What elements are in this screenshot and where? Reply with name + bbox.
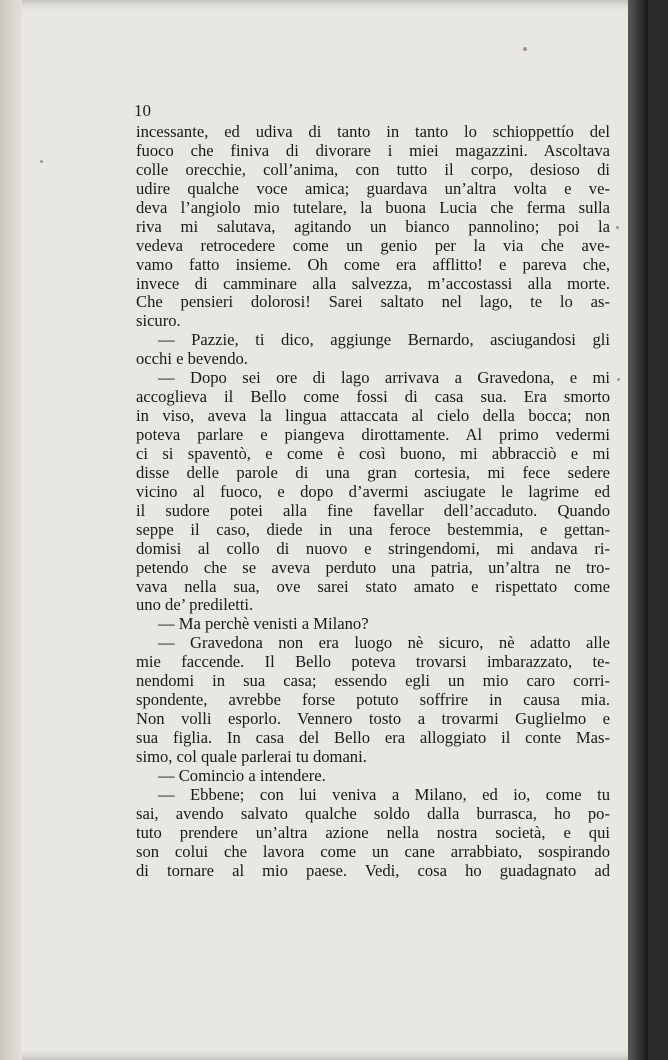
text-line: vedeva retrocedere come un genio per la via che ave- [136,235,610,255]
text-line: — Pazzie, ti dico, aggiunge Bernardo, asciugandosi gli [158,330,610,350]
text-line: fuoco che finiva di divorare i miei magazzini. Ascoltava [136,140,610,160]
text-line: Non volli esporlo. Vennero tosto a trovarmi Guglielmo e [136,709,610,729]
text-line: spondente, avrebbe forse potuto soffrire in causa mia. [136,690,610,710]
text-line: mie faccende. Il Bello poteva trovarsi imbarazzato, te- [136,652,610,672]
text-line: poteva parlare e piangeva dirottamente. Al primo vedermi [136,425,610,444]
text-line: occhi e bevendo. [136,349,248,369]
paper-speck [616,226,619,229]
text-line: colle orecchie, coll’anima, con tutto il corpo, desioso di [136,159,610,179]
text-line: — Ebbene; con lui veniva a Milano, ed io, come tu [158,784,610,804]
text-line: seppe il caso, diede in una feroce bestemmia, e gettan- [136,519,610,539]
text-line: sicuro. [136,311,181,331]
text-line: invece di camminare alla salvezza, m’accostassi alla morte. [136,273,610,293]
paper-speck [523,47,527,51]
page-number: 10 [134,101,151,120]
text-line: vamo fatto insieme. Oh come era afflitto! e pareva che, [136,254,610,274]
text-line: in viso, aveva la lingua attaccata al cielo della bocca; non [136,406,610,426]
text-line: petendo che se aveva perduto una patria, un’altra ne tro- [136,557,610,577]
text-line: simo, col quale parlerai tu domani. [136,746,367,766]
text-line: disse delle parole di una gran cortesia, mi fece sedere [136,462,610,482]
text-line: tuto prendere un’altra azione nella nostra società, e qui [136,822,610,842]
text-line: vava nella sua, ove sarei stato amato e rispettato come [136,576,610,596]
text-line: uno de’ prediletti. [136,595,254,615]
text-line: son colui che lavora come un cane arrabbiato, sospirando [136,841,610,861]
text-line: sai, avendo salvato qualche soldo dalla burrasca, ho po- [136,803,610,823]
text-line: ci si spaventò, e come è così buono, mi abbracciò e mi [136,443,610,463]
text-line: Che pensieri dolorosi! Sarei saltato nel lago, te lo as- [136,292,610,312]
paper-speck [617,378,620,381]
paper-speck [40,160,43,163]
text-line: riva mi salutava, agitando un bianco pannolino; poi la [136,216,610,236]
text-line: — Dopo sei ore di lago arrivava a Gravedona, e mi [158,368,610,388]
text-line: — Comincio a intendere. [158,765,326,785]
text-line: domisi al collo di nuovo e stringendomi, mi andava ri- [136,538,610,558]
text-line: accoglieva il Bello come fossi di casa sua. Era smorto [136,387,610,407]
page-binding-shadow [0,0,22,1060]
text-line: sua figlia. In casa del Bello era alloggiato il conte Mas- [136,728,610,747]
text-line: deva l’angiolo mio tutelare, la buona Lucia che ferma sulla [136,197,610,217]
text-line: nendomi in sua casa; essendo egli un mio caro corri- [136,671,610,691]
text-line: — Ma perchè venisti a Milano? [158,614,369,634]
text-line: vicino al fuoco, e dopo d’avermi asciugate le lagrime ed [136,481,610,501]
body-text [136,123,610,881]
text-line: incessante, ed udiva di tanto in tanto lo schioppettío del [136,122,610,141]
text-line: udire qualche voce amica; guardava un’altra volta e ve- [136,178,610,198]
text-line: — Gravedona non era luogo nè sicuro, nè adatto alle [158,633,610,653]
text-line: il sudore potei alla fine favellar dell’accaduto. Quando [136,500,610,520]
page-edge-shadow [628,0,648,1060]
text-line: di tornare al mio paese. Vedi, cosa ho guadagnato ad [136,860,610,880]
